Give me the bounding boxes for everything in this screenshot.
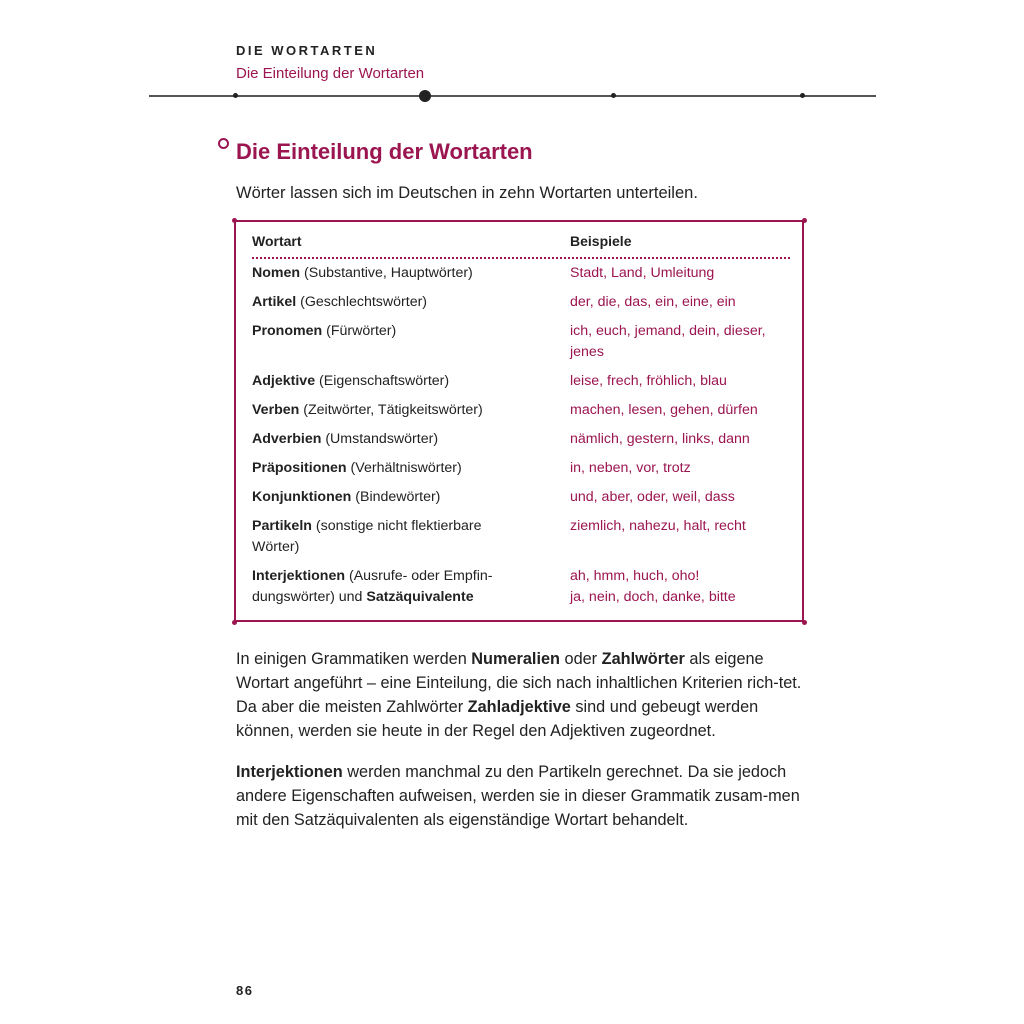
- paragraph-text: werden manchmal zu den Partikeln gerechnet. Da sie jedoch andere Eigenschaften aufweisen, werden sie in dieser Grammatik zusam-men mit den Satzäquivalenten als eigenständige Wortart behandelt.: [236, 763, 800, 829]
- corner-dot: [232, 620, 237, 625]
- wortart-term: Interjektionen: [252, 568, 346, 584]
- examples-cell: ich, euch, jemand, dein, dieser, jenes: [570, 323, 766, 360]
- wortart-desc: (Fürwörter): [322, 323, 397, 339]
- page-number: 86: [236, 983, 254, 998]
- wortart-cell: [252, 458, 552, 479]
- wortart-cell: [252, 516, 512, 558]
- wortart-term: Präpositionen: [252, 460, 347, 476]
- paragraph-text: In einigen Grammatiken werden: [236, 650, 472, 668]
- wortart-desc: (Bindewörter): [351, 489, 441, 505]
- examples-cell: machen, lesen, gehen, dürfen: [570, 402, 758, 418]
- wortart-cell: [252, 400, 552, 421]
- examples-cell: ziemlich, nahezu, halt, recht: [570, 518, 746, 534]
- wortart-cell: [252, 566, 522, 608]
- rule-dot: [611, 93, 616, 98]
- wortart-desc: (Zeitwörter, Tätigkeitswörter): [299, 402, 483, 418]
- rule-dot-current: [419, 90, 431, 102]
- rule-dot: [800, 93, 805, 98]
- examples-cell: leise, frech, fröhlich, blau: [570, 373, 727, 389]
- section-heading: Die Einteilung der Wortarten: [236, 139, 533, 164]
- paragraph-text: als eigene Wortart angeführt – eine Einteilung, die sich nach inhaltlichen Kriterien rich-tet. Da aber die meisten Zahlwörter: [236, 650, 802, 716]
- bold-term: Numeralien: [471, 650, 560, 668]
- section-subtitle: Die Einteilung der Wortarten: [236, 65, 425, 82]
- paragraph-text: sind und gebeugt werden können, werden sie heute in der Regel den Adjektiven zugeordnet.: [236, 698, 759, 740]
- examples-cell: der, die, das, ein, eine, ein: [570, 294, 736, 310]
- column-header-wortart: Wortart: [252, 233, 302, 249]
- wortart-cell: [252, 487, 552, 508]
- bold-term: Zahlwörter: [601, 650, 685, 668]
- intro-text: Wörter lassen sich im Deutschen in zehn Wortarten unterteilen.: [236, 184, 698, 202]
- corner-dot: [232, 218, 237, 223]
- wortart-cell: [252, 263, 552, 284]
- column-header-beispiele: Beispiele: [570, 233, 632, 249]
- paragraph-interjektionen: [236, 760, 811, 832]
- wortart-desc: (Geschlechtswörter): [296, 294, 428, 310]
- wortart-term: Verben: [252, 402, 300, 418]
- examples-cell: in, neben, vor, trotz: [570, 460, 691, 476]
- examples-line: ja, nein, doch, danke, bitte: [570, 589, 736, 605]
- examples-cell: [570, 566, 790, 608]
- wortart-desc: (Verhältniswörter): [346, 460, 462, 476]
- wortart-desc: (Umstandswörter): [321, 431, 439, 447]
- wortart-term: Adverbien: [252, 431, 322, 447]
- chapter-title: DIE WORTARTEN: [236, 43, 378, 58]
- rule-dot: [233, 93, 238, 98]
- examples-cell: Stadt, Land, Umleitung: [570, 265, 715, 281]
- header-divider: [252, 257, 790, 259]
- wortart-term: Nomen: [252, 265, 301, 281]
- wortart-cell: [252, 371, 552, 392]
- wortart-desc: (Substantive, Hauptwörter): [300, 265, 473, 281]
- wortart-desc: (sonstige nicht flektierbare Wörter): [252, 518, 482, 555]
- header-rule: [149, 95, 876, 97]
- wortart-desc: (Eigenschaftswörter): [315, 373, 450, 389]
- wortart-term: Konjunktionen: [252, 489, 352, 505]
- paragraph-numeralien: [236, 647, 811, 743]
- wortart-term: Pronomen: [252, 323, 323, 339]
- corner-dot: [802, 620, 807, 625]
- heading-bullet-icon: [218, 138, 229, 149]
- wortart-term: Artikel: [252, 294, 297, 310]
- bold-term: Zahladjektive: [467, 698, 571, 716]
- wortart-cell: [252, 292, 552, 313]
- wortart-term: Adjektive: [252, 373, 316, 389]
- wortart-term-2: Satzäquivalente: [366, 589, 474, 605]
- corner-dot: [802, 218, 807, 223]
- wortart-term: Partikeln: [252, 518, 312, 534]
- wortart-cell: [252, 429, 552, 450]
- examples-line: ah, hmm, huch, oho!: [570, 568, 700, 584]
- wortart-cell: [252, 321, 552, 342]
- bold-term: Interjektionen: [236, 763, 343, 781]
- examples-cell: und, aber, oder, weil, dass: [570, 489, 735, 505]
- wortart-desc: (Ausrufe- oder Empfin-dungswörter) und: [252, 568, 493, 605]
- paragraph-text: oder: [559, 650, 602, 668]
- examples-cell: nämlich, gestern, links, dann: [570, 431, 750, 447]
